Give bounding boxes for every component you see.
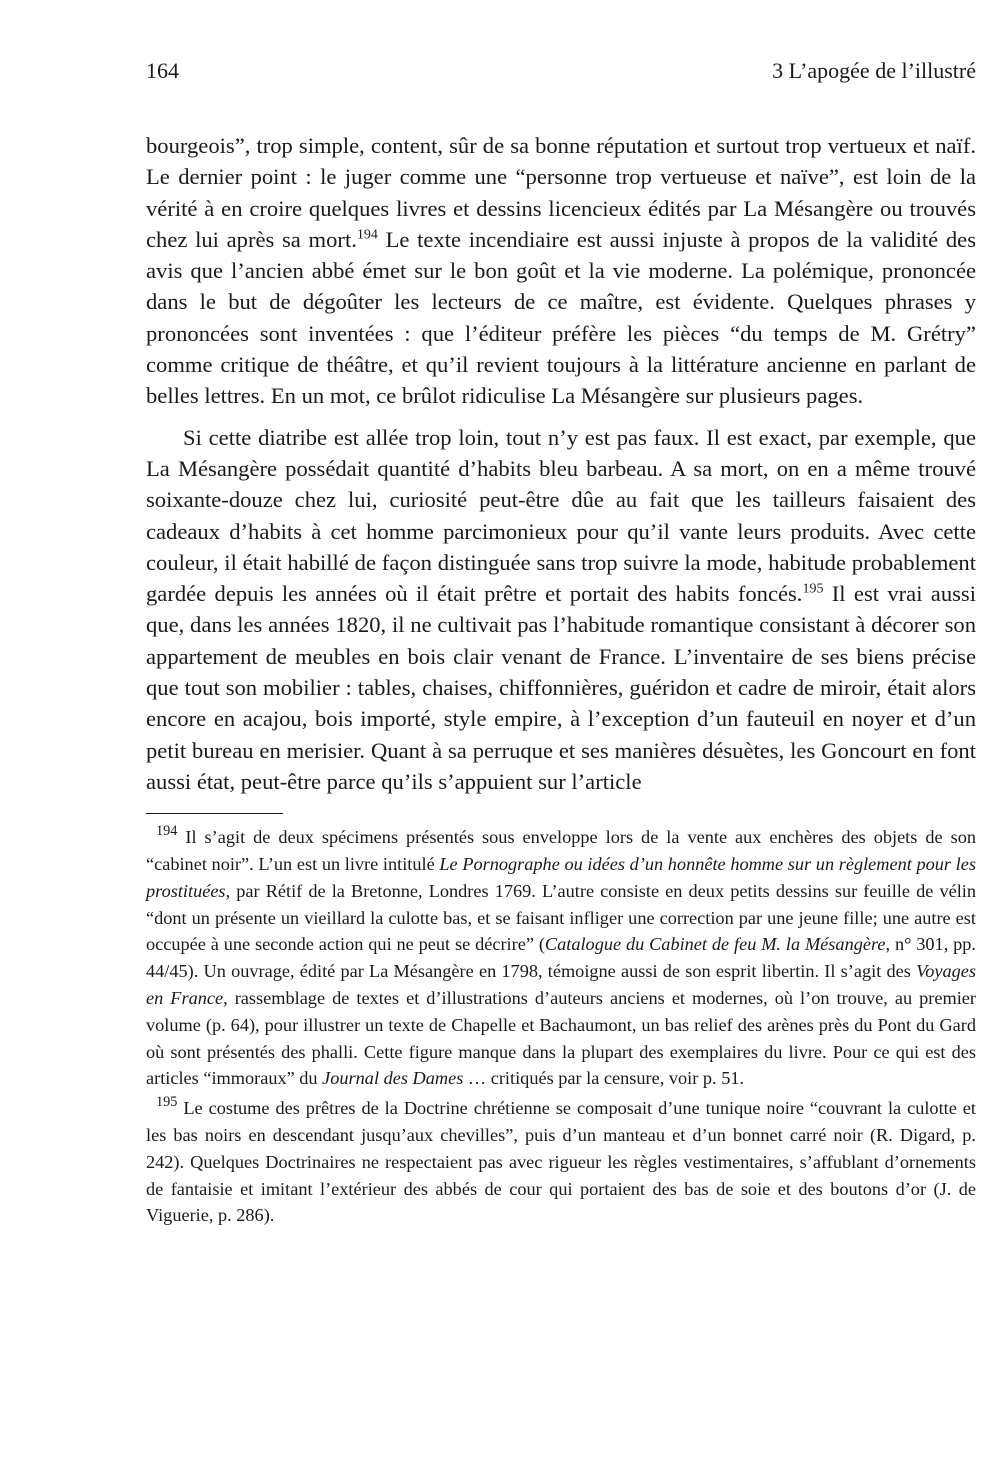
running-title: 3 L’apogée de l’illustré [772,58,976,83]
footnote: $^{195}$ Le costume des prêtres de la Doctrine chrétienne se composait d’une tunique noire “couvrant la culotte et les bas noirs en descendant jusqu’aux chevilles”, puis d’un manteau et d’un bonnet carré noir (R. Digard, p. 242). Quelques Doctrinaires ne respectaient pas avec rigueur les règles vestimentaires, s’affublant d’ornements de fantaisie et imitant l’extérieur des abbés de cour qui portaient des bas de soie et des boutons d’or (J. de Viguerie, p. 286). [146,1094,976,1226]
book-page [146,58,976,1229]
running-header [146,58,976,90]
footnote-separator [146,813,283,814]
footnote: $^{194}$ Il s’agit de deux spécimens présentés sous enveloppe lors de la vente aux enchères des objets de son “cabinet noir”. L’un est un livre intitulé Le Pornographe ou idées d’un honnête homme sur un règlement pour les prostituées, par Rétif de la Bretonne, Londres 1769. L’autre consiste en deux petits dessins sur feuille de vélin “dont un présente un vieillard la culotte bas, et se faisant infliger une correction par une jeune fille; une autre est occupée à une seconde action qui ne peut se décrire” (Catalogue du Cabinet de feu M. la Mésangère, n° 301, pp. 44/45). Un ouvrage, édité par La Mésangère en 1798, témoigne aussi de son esprit libertin. Il s’agit des Voyages en France, rassemblage de textes et d’illustrations d’auteurs anciens et modernes, où l’on trouve, au premier volume (p. 64), pour illustrer un texte de Chapelle et Bachaumont, un bas relief des arènes près du Pont du Gard où sont présentés des phalli. Cette figure manque dans la plupart des exemplaires du livre. Pour ce qui est des articles “immoraux” du Journal des Dames … critiqués par la censure, voir p. 51. [146,823,976,1089]
footnote-ref[interactable]: 194 [356,227,378,243]
footnotes [146,824,976,1229]
page-number: 164 [146,58,179,83]
footnote-ref[interactable]: 195 [802,581,824,597]
footnote-number: 195 [156,1094,178,1111]
footnote-number: 194 [156,823,178,840]
paragraph: Si cette diatribe est allée trop loin, tout n’y est pas faux. Il est exact, par exemple, que La Mésangère possédait quantité d’habits bleu barbeau. A sa mort, on en a même trouvé soixante-douze chez lui, curiosité peut-être dûe au fait que les tailleurs faisaient des cadeaux d’habits à cet homme parcimonieux pour qu’il vante leurs produits. Avec cette couleur, il était habillé de façon distinguée sans trop suivre la mode, habitude probablement gardée depuis les années où il était prêtre et portait des habits foncés.$^{195}$ Il est vrai aussi que, dans les années 1820, il ne cultivait pas l’habitude romantique consistant à décorer son appartement de meubles en bois clair venant de France. L’inventaire de ses biens précise que tout son mobilier : tables, chaises, chiffonnières, guéridon et cadre de miroir, était alors encore en acajou, bois importé, style empire, à l’exception d’un fauteuil en noyer et d’un petit bureau en merisier. Quant à sa perruque et ses manières désuètes, les Goncourt en font aussi état, peut-être parce qu’ils s’appuient sur l’article [146,424,976,794]
paragraph: bourgeois”, trop simple, content, sûr de sa bonne réputation et surtout trop vertueux et naïf. Le dernier point : le juger comme une “personne trop vertueuse et naïve”, est loin de la vérité à en croire quelques livres et dessins licencieux édités par La Mésangère ou trouvés chez lui après sa mort.$^{194}$ Le texte incendiaire est aussi injuste à propos de la validité des avis que l’ancien abbé émet sur le bon goût et la vie moderne. La polémique, prononcée dans le but de dégoûter les lecteurs de ce maître, est évidente. Quelques phrases y prononcées sont inventées : que l’éditeur préfère les pièces “du temps de M. Grétry” comme critique de théâtre, et qu’il revient toujours à la littérature ancienne en parlant de belles lettres. En un mot, ce brûlot ridiculise La Mésangère sur plusieurs pages. [146,133,977,409]
main-text [146,130,976,797]
